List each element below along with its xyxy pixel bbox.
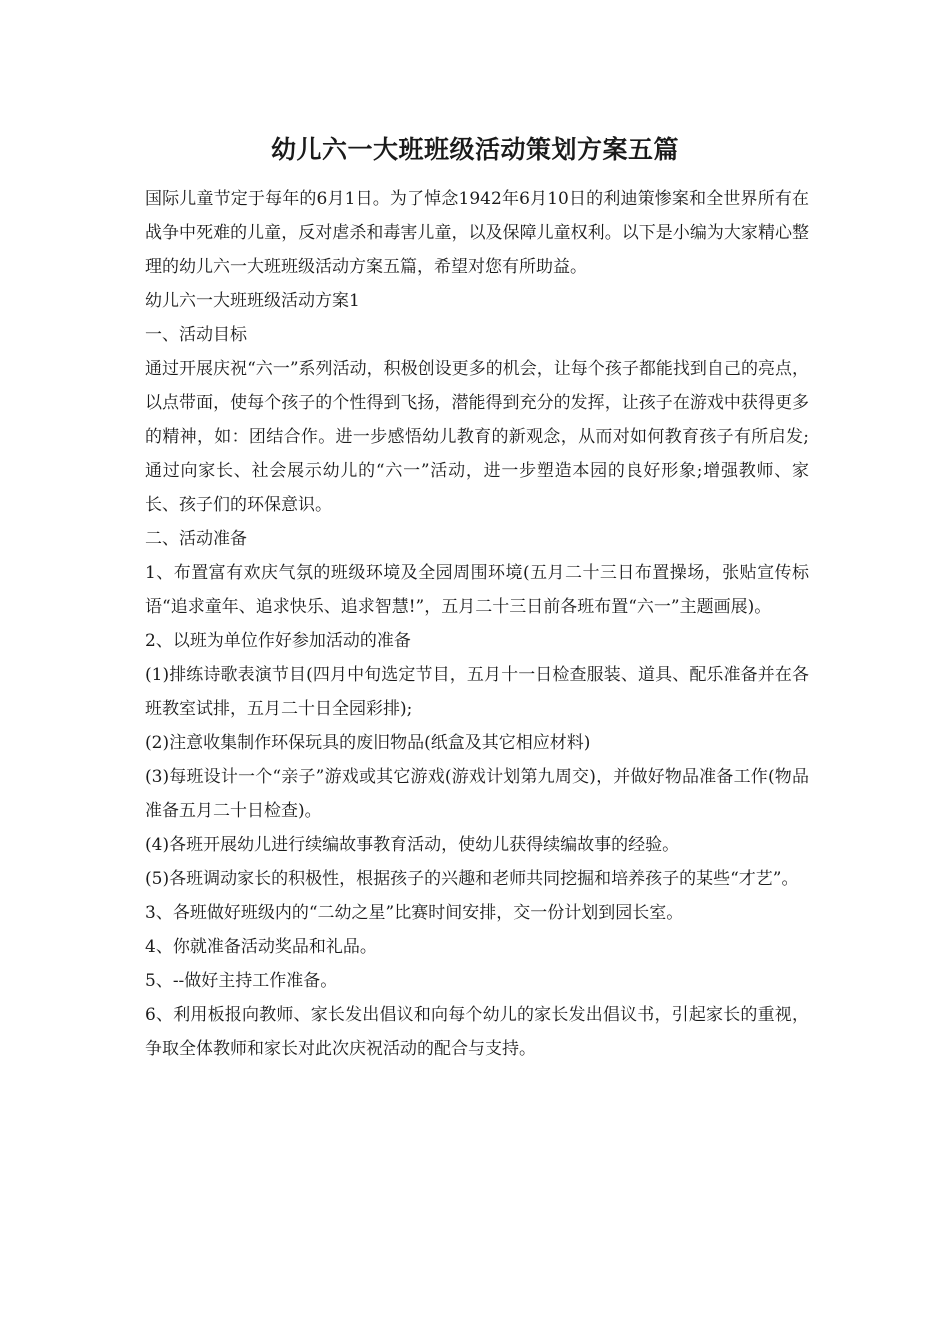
preparation-item-6: 6、利用板报向教师、家长发出倡议和向每个幼儿的家长发出倡议书，引起家长的重视，争取全体教师和家长对此次庆祝活动的配合与支持。 xyxy=(145,1005,809,1059)
preparation-item-2: 2、以班为单位作好参加活动的准备 xyxy=(145,631,411,651)
preparation-subitem-5: (5)各班调动家长的积极性，根据孩子的兴趣和老师共同挖掘和培养孩子的某些“才艺”。 xyxy=(145,869,799,889)
section-heading-goals: 一、活动目标 xyxy=(145,325,247,345)
preparation-subitem-4: (4)各班开展幼儿进行续编故事教育活动，使幼儿获得续编故事的经验。 xyxy=(145,835,680,855)
plan-heading: 幼儿六一大班班级活动方案1 xyxy=(145,291,360,311)
preparation-subitem-2: (2)注意收集制作环保玩具的废旧物品(纸盒及其它相应材料) xyxy=(145,733,591,753)
preparation-subitem-3: (3)每班设计一个“亲子”游戏或其它游戏(游戏计划第九周交)，并做好物品准备工作(物品准备五月二十日检查)。 xyxy=(145,767,809,821)
preparation-item-4: 4、你就准备活动奖品和礼品。 xyxy=(145,937,377,957)
document-body xyxy=(145,182,809,1066)
preparation-item-1: 1、布置富有欢庆气氛的班级环境及全园周围环境(五月二十三日布置操场，张贴宣传标语“追求童年、追求快乐、追求智慧!”，五月二十三日前各班布置“六一”主题画展)。 xyxy=(145,563,809,617)
preparation-item-5: 5、--做好主持工作准备。 xyxy=(145,971,338,991)
preparation-item-3: 3、各班做好班级内的“二幼之星”比赛时间安排，交一份计划到园长室。 xyxy=(145,903,684,923)
goals-paragraph: 通过开展庆祝“六一”系列活动，积极创设更多的机会，让每个孩子都能找到自己的亮点，以点带面，使每个孩子的个性得到飞扬，潜能得到充分的发挥，让孩子在游戏中获得更多的精神，如：团结合作。进一步感悟幼儿教育的新观念，从而对如何教育孩子有所启发;通过向家长、社会展示幼儿的“六一”活动，进一步塑造本园的良好形象;增强教师、家长、孩子们的环保意识。 xyxy=(145,359,809,515)
intro-paragraph: 国际儿童节定于每年的6月1日。为了悼念1942年6月10日的利迪策惨案和全世界所有在战争中死难的儿童，反对虐杀和毒害儿童，以及保障儿童权利。以下是小编为大家精心整理的幼儿六一大班班级活动方案五篇，希望对您有所助益。 xyxy=(145,189,809,277)
preparation-subitem-1: (1)排练诗歌表演节目(四月中旬选定节目，五月十一日检查服装、道具、配乐准备并在各班教室试排，五月二十日全园彩排); xyxy=(145,665,809,719)
section-heading-preparation: 二、活动准备 xyxy=(145,529,247,549)
document-title: 幼儿六一大班班级活动策划方案五篇 xyxy=(270,135,679,164)
